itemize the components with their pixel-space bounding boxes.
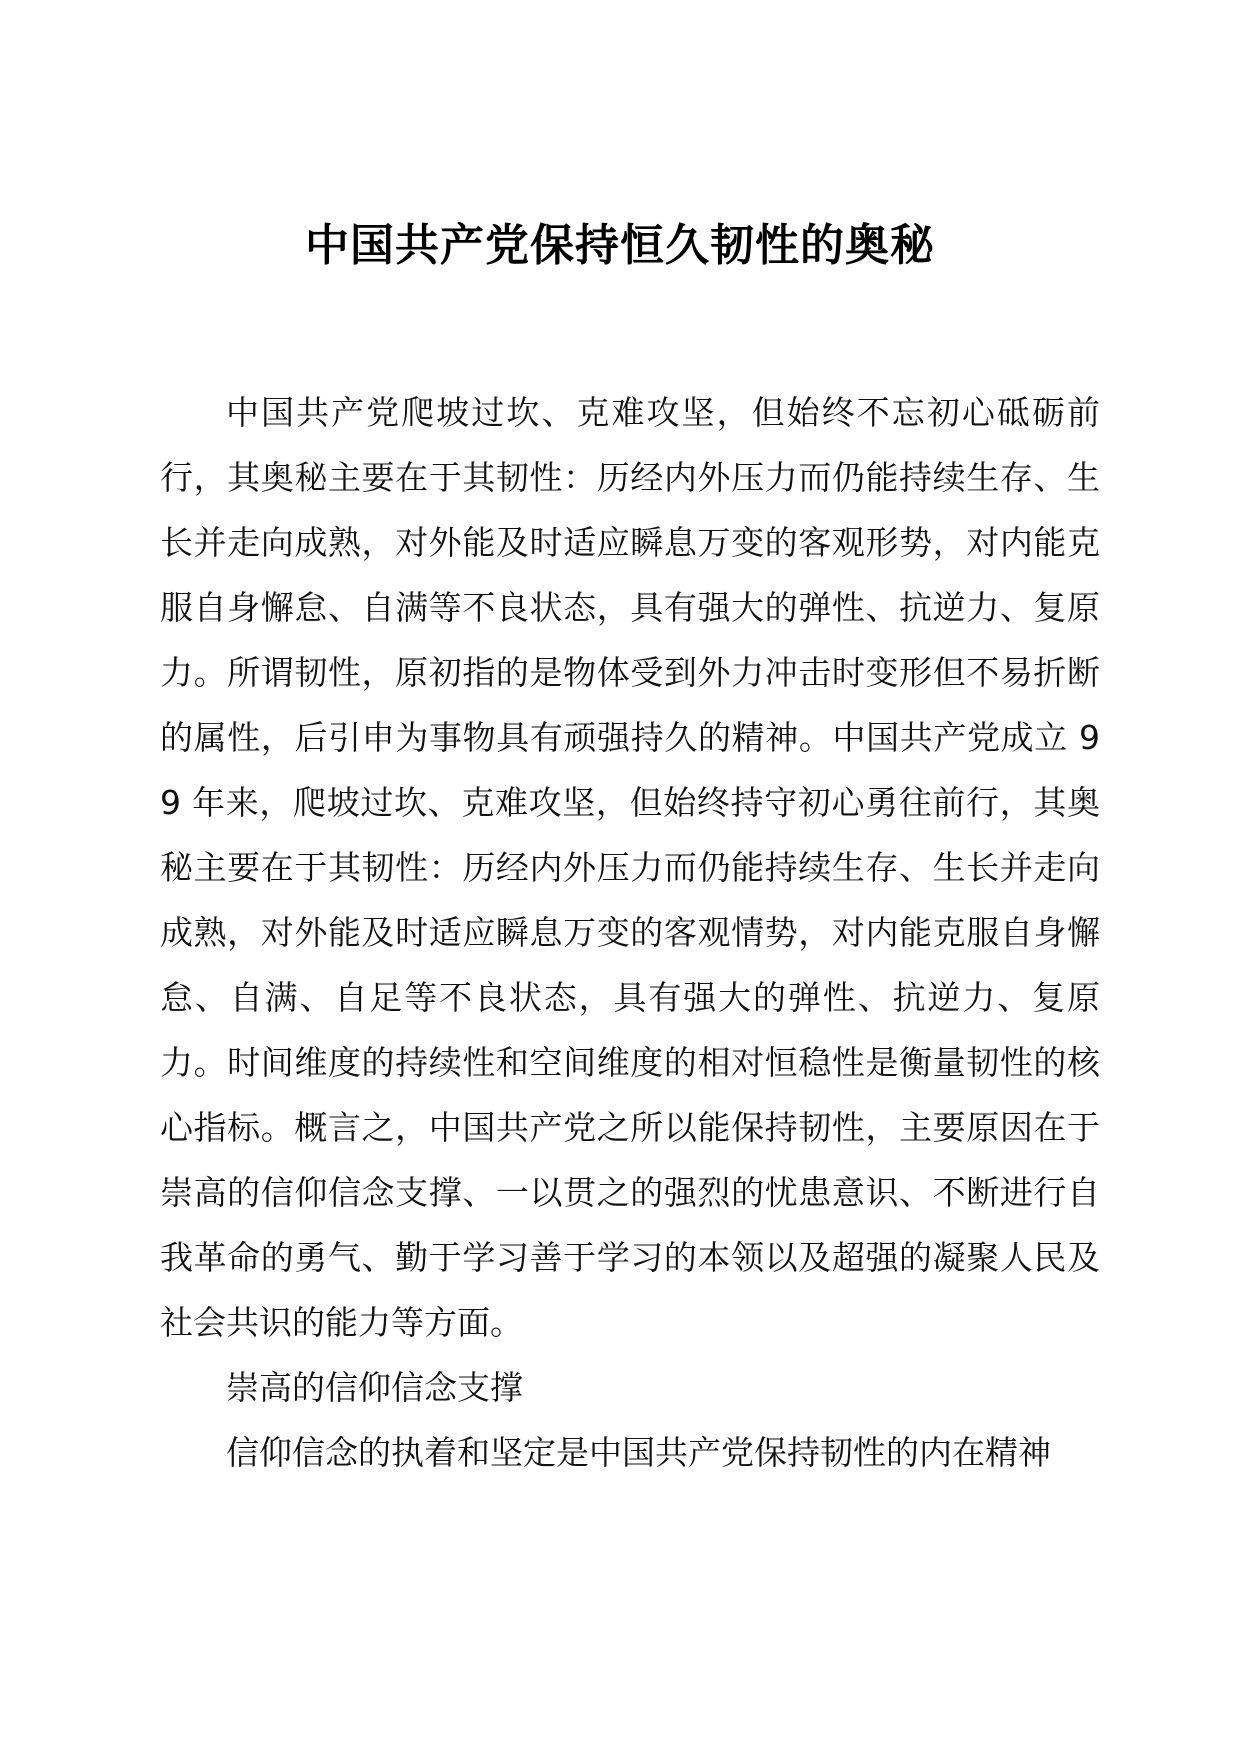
body-paragraph: 中国共产党爬坡过坎、克难攻坚，但始终不忘初心砥砺前行，其奥秘主要在于其韧性：历经内外压力而仍能持续生存、生长并走向成熟，对外能及时适应瞬息万变的客观形势，对内能克服自身懈怠、自满等不良状态，具有强大的弹性、抗逆力、复原力。所谓韧性，原初指的是物体受到外力冲击时变形但不易折断的属性，后引申为事物具有顽强持久的精神。中国共产党成立 99 年来，爬坡过坎、克难攻坚，但始终持守初心勇往前行，其奥秘主要在于其韧性：历经内外压力而仍能持续生存、生长并走向成熟，对外能及时适应瞬息万变的客观情势，对内能克服自身懈怠、自满、自足等不良状态，具有强大的弹性、抗逆力、复原力。时间维度的持续性和空间维度的相对恒稳性是衡量韧性的核心指标。概言之，中国共产党之所以能保持韧性，主要原因在于崇高的信仰信念支撑、一以贯之的强烈的忧患意识、不断进行自我革命的勇气、勤于学习善于学习的本领以及超强的凝聚人民及社会共识的能力等方面。 — [160, 393, 1100, 1342]
section-heading: 崇高的信仰信念支撑 — [226, 1368, 523, 1407]
document-title: 中国共产党保持恒久韧性的奥秘 — [305, 220, 935, 271]
document-body — [160, 380, 1100, 1485]
section-paragraph: 信仰信念的执着和坚定是中国共产党保持韧性的内在精神 — [226, 1433, 1051, 1472]
